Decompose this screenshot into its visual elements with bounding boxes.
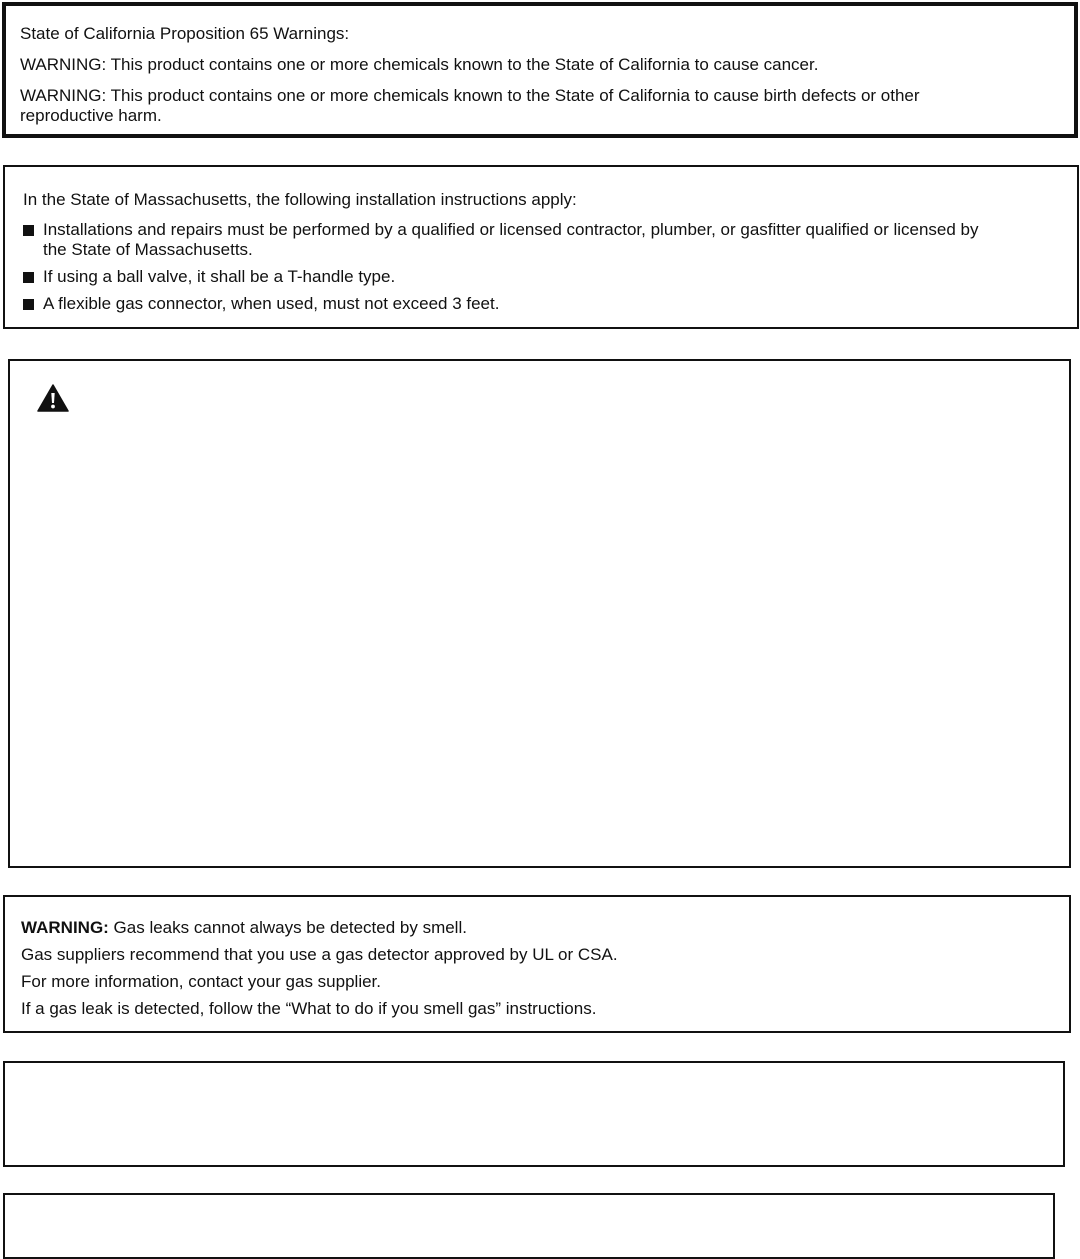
list-item-text: If using a ball valve, it shall be a T-handle type. <box>43 267 396 286</box>
list-item <box>23 220 1077 260</box>
massachusetts-instructions-box <box>3 165 1079 329</box>
safety-warning-box <box>8 359 1071 868</box>
list-item <box>23 267 1077 287</box>
gas-leak-line1 <box>21 918 1069 938</box>
prop65-cancer-warning: WARNING: This product contains one or more chemicals known to the State of California to cause cancer. <box>20 55 819 74</box>
gas-supplier-text: For more information, contact your gas supplier. <box>21 972 381 991</box>
list-item <box>23 294 1077 314</box>
prop65-birth-defects-warning-line2: reproductive harm. <box>20 106 162 125</box>
bullet-square-icon <box>23 225 34 236</box>
prop65-birth-defects-warning-line1: WARNING: This product contains one or more chemicals known to the State of California to cause birth defects or other <box>20 86 920 105</box>
warning-label: WARNING: <box>21 918 109 937</box>
warning-triangle-icon <box>37 384 69 412</box>
massachusetts-heading: In the State of Massachusetts, the following installation instructions apply: <box>23 190 577 209</box>
prop65-heading: State of California Proposition 65 Warnings: <box>20 24 350 43</box>
bullet-square-icon <box>23 299 34 310</box>
gas-leak-smell-text: Gas leaks cannot always be detected by smell. <box>108 918 467 937</box>
list-item-text: the State of Massachusetts. <box>43 240 253 259</box>
gas-leak-instructions-text: If a gas leak is detected, follow the “What to do if you smell gas” instructions. <box>21 999 597 1018</box>
list-item-text: Installations and repairs must be performed by a qualified or licensed contractor, plumber, or gasfitter qualified or licensed by <box>43 220 979 239</box>
list-item-text: A flexible gas connector, when used, must not exceed 3 feet. <box>43 294 500 313</box>
empty-box <box>3 1193 1055 1259</box>
gas-leak-warning-box <box>3 895 1071 1033</box>
prop65-warning-box <box>2 2 1078 138</box>
empty-box <box>3 1061 1065 1167</box>
bullet-square-icon <box>23 272 34 283</box>
gas-detector-text: Gas suppliers recommend that you use a gas detector approved by UL or CSA. <box>21 945 618 964</box>
